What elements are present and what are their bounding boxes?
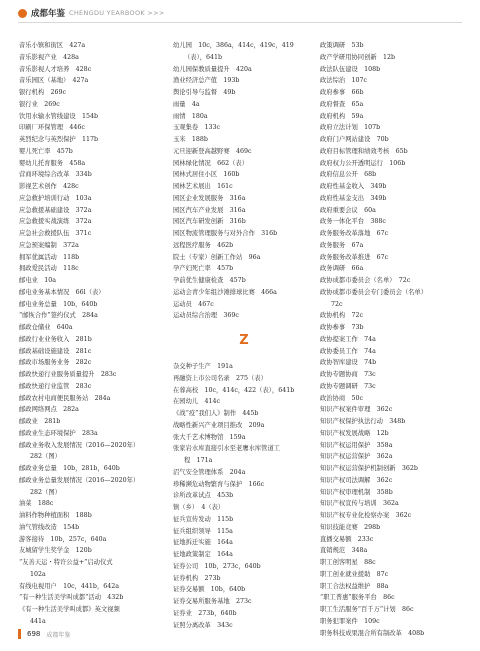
index-entry: 在园幼儿 414c xyxy=(173,398,221,406)
index-entry: 银行机构 269c xyxy=(19,89,67,96)
index-entry: 院士（专家）创新工作站 96a xyxy=(173,253,261,261)
index-column-left xyxy=(19,40,161,628)
index-entry: 政协成都市委员会（名单） 72c xyxy=(320,277,411,284)
index-entry: 音乐影视产业 428a xyxy=(19,53,79,61)
index-entry: 政治协商 50c xyxy=(320,394,364,402)
index-entry: 运动员综合治理 369c xyxy=(173,312,239,320)
index-entry: 职务科技成果混合所有制改革 408b xyxy=(320,629,425,637)
index-entry: 友城留学生奖学金 120b xyxy=(19,547,92,555)
index-entry: 政协委员工作 74a xyxy=(320,347,376,355)
index-entry: 邮政快递行业监管 283c xyxy=(19,382,92,390)
index-entry: 拥政爱民活动 118c xyxy=(19,265,79,273)
index-entry: 邮电业务基本情况 66l（表） xyxy=(19,288,105,296)
index-entry: 在蓉高校 10c，414c，422（表），641b xyxy=(173,386,295,394)
index-entry: 油料作物种植面积 188b xyxy=(19,512,92,519)
index-entry: 政策调研 53b xyxy=(320,42,364,49)
index-entry: 政务服务改革落地 67c xyxy=(320,230,389,237)
index-entry: 《战“疫”我们人》制作 445b xyxy=(173,410,259,417)
index-entry: 政务服务 67a xyxy=(320,241,364,249)
header-title: 成都年鉴 xyxy=(31,9,66,19)
index-entry: 园林式居住小区 160b xyxy=(173,171,240,179)
index-entry: 职务犯罪案件 109c xyxy=(320,617,380,625)
index-entry: 印刷厂环保管理 446c xyxy=(19,124,85,132)
index-entry: 婴幼儿托育服务 458a xyxy=(19,159,86,167)
header-subtitle: CHENGDU YEARBOOK >>> xyxy=(69,9,165,17)
index-entry: 政协专题协商 73c xyxy=(320,371,376,378)
index-entry: 邮电业 10a xyxy=(19,277,56,284)
index-entry: 征地拆迁实施 164a xyxy=(173,539,233,547)
header-divider xyxy=(18,22,462,23)
index-entry: 战略性新兴产业项目推改 209a xyxy=(173,421,265,429)
page-number: 698 xyxy=(27,630,41,638)
index-entry: 应急预案编制 372a xyxy=(19,241,79,249)
index-section-letter: Z xyxy=(239,333,249,348)
index-entry: 玉米 188b xyxy=(173,136,208,143)
index-entry: 直播交易额 233c xyxy=(320,535,374,543)
index-entry: 知识产权审理机制 358b xyxy=(320,488,393,496)
index-entry: 知识产权运营保护机制创新 362b xyxy=(320,465,418,472)
index-entry: 音乐园区（基地） 427a xyxy=(19,77,89,85)
index-column-middle xyxy=(173,40,315,631)
index-entry: 职工创业就业援助 87c xyxy=(320,570,389,578)
index-entry: 职工创客明星 88c xyxy=(320,559,376,566)
index-entry: 饮用水输水管线建设 154b xyxy=(19,112,99,120)
index-column-right xyxy=(320,40,462,639)
index-entry: 再融资上市公司名录 275（表） xyxy=(173,374,267,382)
index-entry: 渔业经济总产值 193b xyxy=(173,77,240,85)
index-entry: 运动会青少年组沙滩排球比赛 466a xyxy=(173,288,277,296)
index-entry: 知识产权运用保护 358a xyxy=(320,441,393,449)
index-entry: 园区汽车研发创新 316b xyxy=(173,218,246,226)
index-entry: 证券机构 273b xyxy=(173,574,221,582)
section-dot-icon xyxy=(18,9,27,18)
index-entry: 直销规范 348a xyxy=(320,547,368,555)
index-entry: 《有一种生活美学叫成都》英文视频 xyxy=(19,606,120,613)
index-entry: 征兵宣传发动 115b xyxy=(173,515,234,523)
index-entry: 知识产权专业化检察办案 362c xyxy=(320,512,412,519)
index-entry: 知识技能竞赛 298b xyxy=(320,523,381,531)
index-entry: 邮政业务收入发展情况（2016—2020年） xyxy=(19,441,140,449)
index-entry: 邮政市场服务业务 282c xyxy=(19,359,92,367)
index-entry: 有线电视用户 10c，441b，642a xyxy=(19,582,120,590)
index-entry: 职工生活服务“百千万”计划 86c xyxy=(320,606,414,613)
index-entry: 音乐小镇和街区 427a xyxy=(19,42,86,49)
index-entry: 政务服务改革推进 67c xyxy=(320,253,389,261)
index-entry: 知识产权发展战略 12b xyxy=(320,429,389,437)
index-entry: 邮政仓储业 640a xyxy=(19,324,73,331)
index-entry: 证券公司 10b，273c，640b xyxy=(173,562,261,570)
index-group-y xyxy=(173,40,315,322)
index-entry: 征地政策制定 164a xyxy=(173,551,233,558)
index-entry: 政府门户网站建设 70b xyxy=(320,136,389,143)
index-entry: 政府立法计划 107b xyxy=(320,124,381,132)
index-entry: 政协成都市委员会专门委员会（名单） xyxy=(320,288,428,296)
index-entry: 政府性基金收入 349b xyxy=(320,183,387,190)
index-entry: 油菜 188c xyxy=(19,500,54,508)
index-entry: 证券交易所服务基地 273c xyxy=(173,598,252,605)
index-entry: 应急救援基础建设 372a xyxy=(19,206,92,214)
index-entry: 杂交种子生产 191a xyxy=(173,363,233,370)
index-entry: “友善天运・特许公益+”启动仪式 xyxy=(19,559,113,566)
index-entry: 知识产权司法调解 362c xyxy=(320,476,393,484)
index-entry: 油气管线改造 154b xyxy=(19,523,80,531)
index-entry: 邮政行业业务收入 281b xyxy=(19,335,92,343)
index-entry: 诊所改革试点 453b xyxy=(173,492,234,500)
index-entry: 应急救援实战演练 372a xyxy=(19,218,92,226)
index-entry: 应急救护培训行动 103a xyxy=(19,194,92,202)
index-entry: 英烈纪念与英烈保护 117b xyxy=(19,136,99,143)
index-entry: 园林艺术展出 161c xyxy=(173,183,233,190)
index-entry: 政协专题调研 73c xyxy=(320,382,376,390)
index-entry: 知识产权案件审理 362c xyxy=(320,406,393,414)
index-entry: 邮政网络网点 282a xyxy=(19,406,79,414)
index-entry: 雨量 4a xyxy=(173,100,200,108)
index-entry: 邮政基础设施建设 281c xyxy=(19,347,92,355)
index-entry: 音乐影视人才培养 428c xyxy=(19,65,92,73)
index-entry: 幼儿园保教质量提升 420a xyxy=(173,65,252,73)
index-entry: 政务一体化平台 388c xyxy=(320,218,386,226)
index-entry: 政务调研 66a xyxy=(320,265,364,273)
index-entry: 政府督查 65a xyxy=(320,100,364,108)
index-entry: 远程医疗服务 462b xyxy=(173,241,234,249)
index-entry: 证券业 273b，640b xyxy=(173,609,237,617)
index-entry: 职工合法权益维护 88a xyxy=(320,582,389,590)
index-entry: “有一种生活美学叫成都”活动 432b xyxy=(19,594,124,602)
index-entry: “职工普惠”服务平台 86c xyxy=(320,594,395,602)
footer-label: 成都年鉴 xyxy=(46,631,71,639)
index-entry: 102a xyxy=(30,570,46,578)
index-entry: 邮政业 281b xyxy=(19,418,61,425)
index-entry: 孕前优生健康检查 457b xyxy=(173,277,246,284)
index-entry: 舆论引导与监督 49b xyxy=(173,89,236,96)
index-entry: 征兵组织领导 115a xyxy=(173,527,233,535)
index-entry: 运动员 467c xyxy=(173,300,214,308)
index-entry: 婴儿死亡率 457b xyxy=(19,147,73,155)
index-entry: 幼儿园 10c，386a，414c，419c，419 xyxy=(173,42,294,49)
index-entry: （表），641b xyxy=(184,53,223,61)
index-entry: 邮政业务总量 10b，281b，640b xyxy=(19,465,120,472)
index-entry: 银行业 269c xyxy=(19,100,60,108)
index-entry: 政府参事 66b xyxy=(320,89,364,96)
index-entry: 张家岩水库直接引水至老鹰水库管道工 xyxy=(173,445,281,453)
index-entry: 政产学研用协同创新 12b xyxy=(320,53,396,61)
footer-accent-bar xyxy=(18,629,21,639)
index-entry: 孕产妇死亡率 457b xyxy=(173,265,234,273)
index-entry: 政府信息公开 68b xyxy=(320,171,377,179)
index-entry: 知识产权运营保护 362a xyxy=(320,453,393,461)
index-entry: 镇（乡） 4（表） xyxy=(173,504,225,511)
index-entry: 游客接待 10b，257c，640a xyxy=(19,535,107,543)
index-entry: 沼气安全管理体系 204a xyxy=(173,468,246,476)
index-entry: 政府机构 59a xyxy=(320,112,364,120)
index-entry: 园区汽车产业发展 316a xyxy=(173,206,246,214)
index-entry: 影视艺术创作 428c xyxy=(19,183,79,190)
index-entry: 园林绿化情况 662（表） xyxy=(173,159,248,167)
index-entry: 珍稀濒危动物繁育与保护 166c xyxy=(173,480,265,488)
index-entry: 政府性基金支出 349b xyxy=(320,194,387,202)
index-entry: 证照分离改革 343c xyxy=(173,621,233,629)
running-header xyxy=(18,6,462,20)
index-entry: 园区企业发展服务 316a xyxy=(173,194,246,202)
index-entry: 雨情 180a xyxy=(173,112,208,120)
index-entry: 政府目标管理和绩效考核 65b xyxy=(320,147,408,155)
index-entry: 知识产权宣传与培训 362a xyxy=(320,500,399,508)
index-entry: 政府权力公开透明运行 106b xyxy=(320,159,406,167)
page-footer xyxy=(18,628,70,640)
index-entry: 证券交易额 10b，640b xyxy=(173,586,246,594)
index-entry: 政协参事 73b xyxy=(320,324,364,331)
index-entry: 邮政农村电商便民服务站 284a xyxy=(19,394,111,402)
index-entry: 张大千艺术博物馆 159a xyxy=(173,433,246,441)
index-entry: 应急社会救援队伍 371c xyxy=(19,230,92,237)
index-entry: 441a xyxy=(30,617,46,625)
index-entry: 政法综治 107c xyxy=(320,77,368,85)
index-entry: 营商环境综合改革 334b xyxy=(19,171,92,179)
index-entry: 邮政业生态环境保护 283a xyxy=(19,429,98,437)
index-entry: 拥军优属活动 118b xyxy=(19,253,80,261)
index-entry: 邮政业务总量发展情况（2016—2020年） xyxy=(19,476,140,484)
index-entry: 282（图） xyxy=(30,488,61,496)
index-entry: 园区物流管理服务与对外合作 316b xyxy=(173,230,278,237)
index-entry: 72c xyxy=(331,300,343,308)
index-entry: 政协机构 72c xyxy=(320,312,364,320)
index-entry: 程 171a xyxy=(184,457,213,464)
index-entry: “邮恢合作”签约仪式 284a xyxy=(19,312,98,320)
index-entry: 政协提案工作 74a xyxy=(320,335,376,343)
index-entry: 玉观集卷 133c xyxy=(173,124,221,132)
index-entry: 邮电业务总量 10b，640b xyxy=(19,300,98,308)
index-entry: 元旦迎新登高越野赛 469c xyxy=(173,147,252,155)
index-group-z xyxy=(173,361,315,631)
index-entry: 政府重要会议 60a xyxy=(320,206,376,214)
index-entry: 邮政快递行业服务质量提升 283c xyxy=(19,371,117,378)
index-entry: 282（图） xyxy=(30,453,61,461)
index-entry: 知识产权保护执法行动 348b xyxy=(320,418,406,425)
index-entry: 政法队伍建设 108b xyxy=(320,65,381,73)
index-entry: 政协智库建设 74b xyxy=(320,359,377,367)
